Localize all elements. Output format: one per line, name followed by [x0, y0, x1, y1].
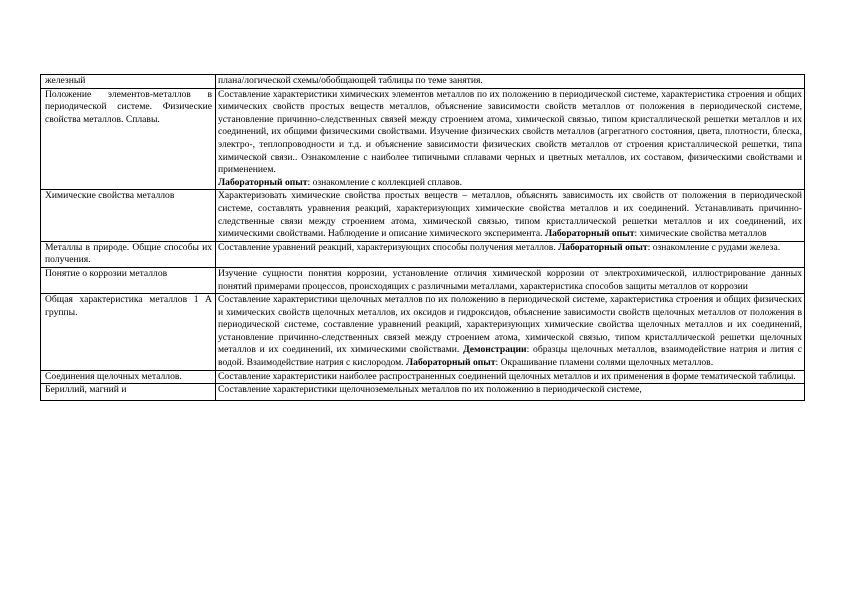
lab-label: Лабораторный опыт [558, 241, 648, 253]
topic-cell: Понятие о коррозии металлов [41, 267, 216, 293]
content-text: Характеризовать химические свойства простых веществ – металлов, объяснять зависимость их свойств от положения в периодической системе, составлять уравнения реакций, характеризующих химические свойства металлов и их соединений. Устанавливать причинно-следственные связи между строением атома, химической связью, типом кристаллической решетки металлов и их соединений, их химическими свойствами. Наблюдение и описание химического эксперимента. [218, 190, 802, 240]
table-row [41, 294, 805, 371]
content-cell: плана/логической схемы/обобщающей таблицы по теме занятия. [216, 75, 805, 89]
topic-cell: железный [41, 75, 216, 89]
topic-cell [41, 384, 216, 401]
content-cell [216, 88, 805, 190]
table-row [41, 88, 805, 190]
lesson-plan-table [40, 74, 805, 401]
content-cell: Изучение сущности понятия коррозии, установление отличия химической коррозии от электрохимической, иллюстрирование данных понятий примерами процессов, происходящих с различными металлами, характеристика способов защиты металлов от коррозии [216, 267, 805, 293]
lab-text: : Окрашивание пламени солями щелочных металлов. [495, 357, 714, 369]
topic-cell: Общая характеристика металлов 1 А группы. [41, 294, 216, 371]
content-cell [216, 190, 805, 241]
table-row [41, 190, 805, 241]
demo-label: Демонстрации [463, 344, 527, 356]
content-text: Составление характеристики химических элементов металлов по их положению в периодической системе, характеристика строения и общих химических свойств простых веществ металлов, объяснение зависимости свойств металлов от положения в периодической системе, установление причинно-следственных связей между строением атома, химической связью, типом кристаллической решетки металлов и их соединений, их общими физическими свойствами. Изучение физических свойств металлов (агрегатного состояния, цвета, плотности, блеска, электро-, теплопроводности и т.д. и объяснение зависимости физических свойств металлов от строения кристаллической решетки, типа химической связи.. Ознакомление с наиболее типичными сплавами черных и цветных металлов, их составом, физическими свойствами и применением. [218, 88, 802, 176]
lab-label: Лабораторный опыт [218, 176, 308, 188]
lab-label: Лабораторный опыт [406, 357, 496, 369]
table-row [41, 384, 805, 401]
topic-cell: Металлы в природе. Общие способы их получения. [41, 241, 216, 267]
content-text: Составление уравнений реакций, характеризующих способы получения металлов. [218, 241, 556, 253]
table-row [41, 267, 805, 293]
table-row [41, 370, 805, 384]
content-text: Составление характеристики щелочных металлов по их положению в периодической системе, характеристика строения и общих физических и химических свойств щелочных металлов, их оксидов и гидроксидов, объяснение зависимости свойств щелочных металлов от положения в периодической системе, составление уравнений реакций, характеризующих химические свойства щелочных металлов и их соединений, установление причинно-следственных связей между строением атома, химической связью, типом кристаллической решетки щелочных металлов и их соединений, их химическими свойствами. [218, 294, 802, 356]
topic-cell: Соединения щелочных металлов. [41, 370, 216, 384]
content-cell [216, 294, 805, 371]
topic-cell: Положение элементов-металлов в периодической системе. Физические свойства металлов. Сплавы. [41, 88, 216, 190]
lab-text: : ознакомление с коллекцией сплавов. [307, 176, 463, 188]
topic-cell: Химические свойства металлов [41, 190, 216, 241]
content-cell [216, 384, 805, 401]
content-text: Составление характеристики щелочноземельных металлов по их положению в периодической системе, [218, 384, 642, 396]
table-row [41, 241, 805, 267]
content-cell [216, 241, 805, 267]
document-page [40, 74, 804, 401]
content-cell: Составление характеристики наиболее распространенных соединений щелочных металлов и их применения в форме тематической таблицы. [216, 370, 805, 384]
lab-label: Лабораторный опыт [544, 228, 635, 240]
topic-text: Бериллий, магний и [45, 384, 127, 396]
lab-text: : химические свойства металлов [634, 228, 767, 240]
demo-text: : образцы щелочных металлов, взаимодействие натрия и лития с водой. Взаимодействие натрия с кислородом. [218, 344, 802, 369]
table-row [41, 75, 805, 89]
lab-text: : ознакомление с рудами железа. [647, 241, 781, 253]
